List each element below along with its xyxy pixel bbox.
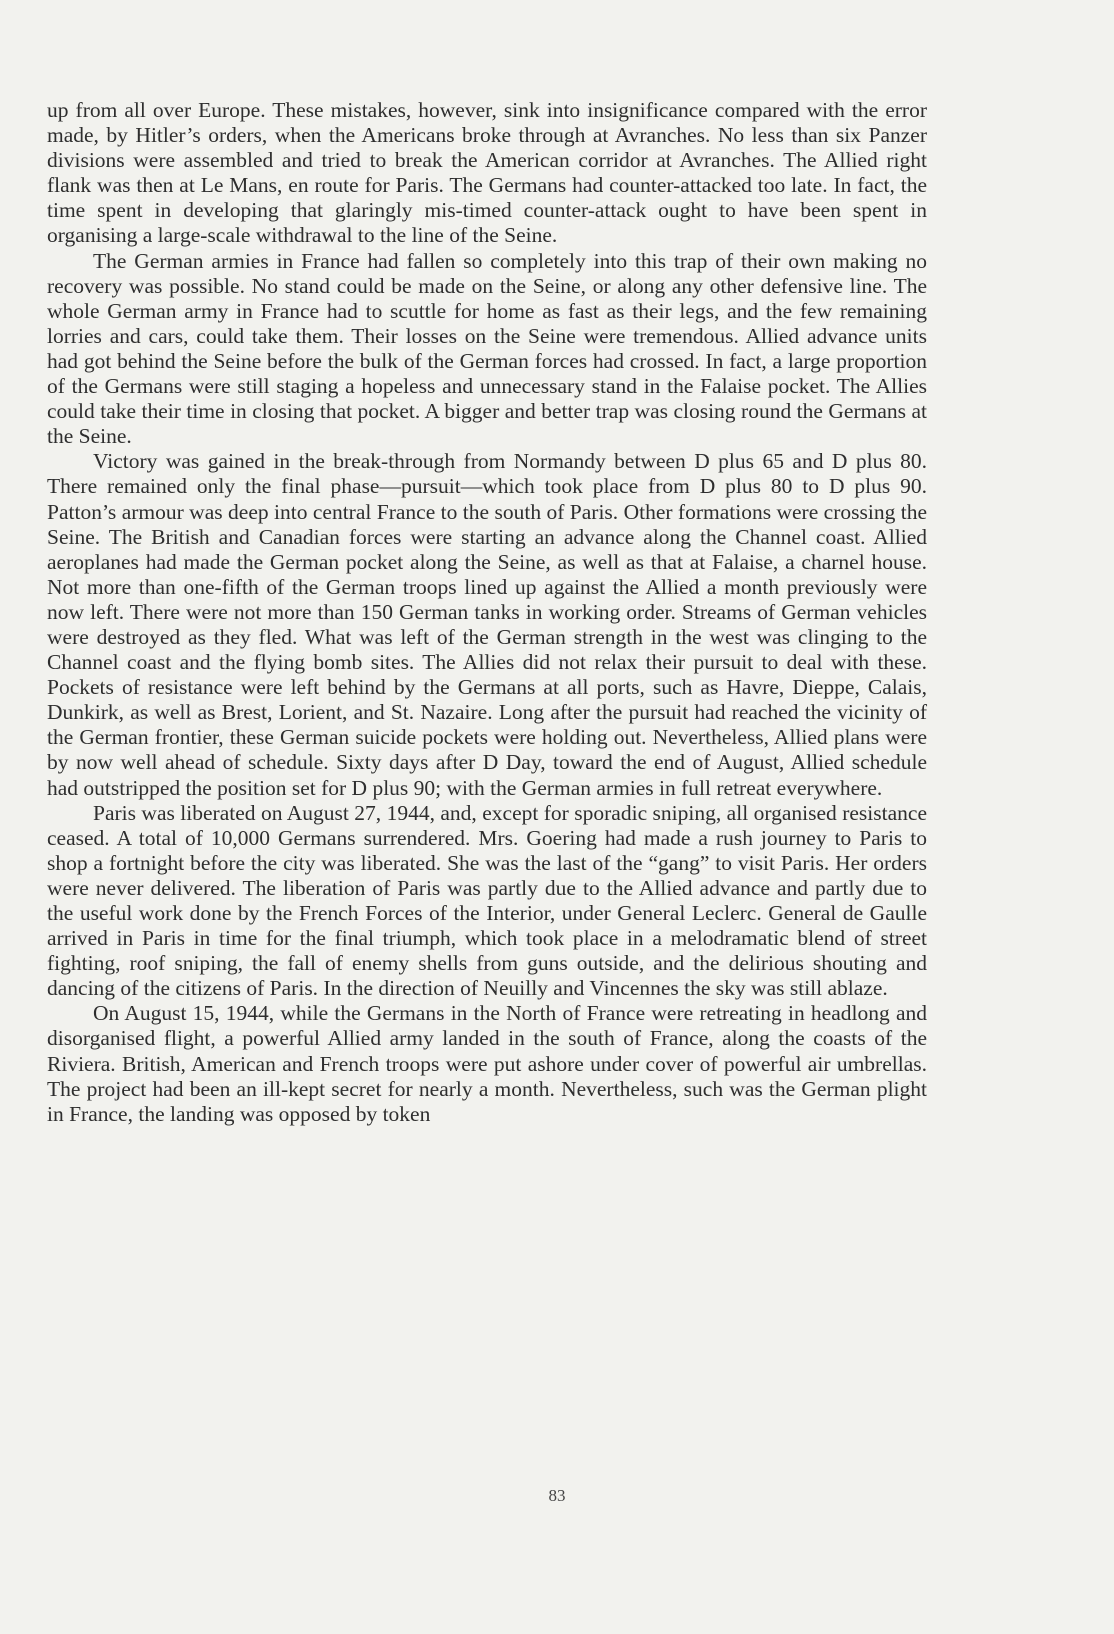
body-text [47,98,927,1127]
paragraph-riviera-landing: On August 15, 1944, while the Germans in the North of France were retreating in headlong and disorganised flight, a powerful Allied army landed in the south of France, along the coasts of the Riviera. British, American and French troops were put ashore under cover of powerful air umbrellas. The project had been an ill-kept secret for nearly a month. Nevertheless, such was the German plight in France, the landing was opposed by token [47,1001,927,1126]
paragraph-continuation: up from all over Europe. These mistakes, however, sink into insignificance compared with the error made, by Hitler’s orders, when the Americans broke through at Avranches. No less than six Panzer divisions were assembled and tried to break the American corridor at Avranches. The Allied right flank was then at Le Mans, en route for Paris. The Germans had counter-attacked too late. In fact, the time spent in developing that glaringly mis-timed counter-attack ought to have been spent in organising a large-scale withdrawal to the line of the Seine. [47,98,927,248]
paragraph-german-armies-trap: The German armies in France had fallen so completely into this trap of their own making no recovery was possible. No stand could be made on the Seine, or along any other defensive line. The whole German army in France had to scuttle for home as fast as their legs, and the few remaining lorries and cars, could take them. Their losses on the Seine were tremendous. Allied advance units had got behind the Seine before the bulk of the German forces had crossed. In fact, a large proportion of the Germans were still staging a hopeless and unnecessary stand in the Falaise pocket. The Allies could take their time in closing that pocket. A bigger and better trap was closing round the Germans at the Seine. [47,248,927,449]
page-number: 83 [548,1486,566,1505]
paragraph-paris-liberated: Paris was liberated on August 27, 1944, and, except for sporadic sniping, all organised resistance ceased. A total of 10,000 Germans surrendered. Mrs. Goering had made a rush journey to Paris to shop a fortnight before the city was liberated. She was the last of the “gang” to visit Paris. Her orders were never delivered. The liberation of Paris was partly due to the Allied advance and partly due to the useful work done by the French Forces of the Interior, under General Leclerc. General de Gaulle arrived in Paris in time for the final triumph, which took place in a melodramatic blend of street fighting, roof sniping, the fall of enemy shells from guns outside, and the delirious shouting and dancing of the citizens of Paris. In the direction of Neuilly and Vincennes the sky was still ablaze. [47,800,927,1001]
paragraph-victory-pursuit: Victory was gained in the break-through from Normandy between D plus 65 and D plus 80. There remained only the final phase—pursuit—which took place from D plus 80 to D plus 90. Patton’s armour was deep into central France to the south of Paris. Other formations were crossing the Seine. The British and Canadian forces were starting an advance along the Channel coast. Allied aeroplanes had made the German pocket along the Seine, as well as that at Falaise, a charnel house. Not more than one-fifth of the German troops lined up against the Allied a month previously were now left. There were not more than 150 German tanks in working order. Streams of German vehicles were destroyed as they fled. What was left of the German strength in the west was clinging to the Channel coast and the flying bomb sites. The Allies did not relax their pursuit to deal with these. Pockets of resistance were left behind by the Germans at all ports, such as Havre, Dieppe, Calais, Dunkirk, as well as Brest, Lorient, and St. Nazaire. Long after the pursuit had reached the vicinity of the German frontier, these German suicide pockets were holding out. Nevertheless, Allied plans were by now well ahead of schedule. Sixty days after D Day, toward the end of August, Allied schedule had outstripped the position set for D plus 90; with the German armies in full retreat everywhere. [47,449,927,800]
